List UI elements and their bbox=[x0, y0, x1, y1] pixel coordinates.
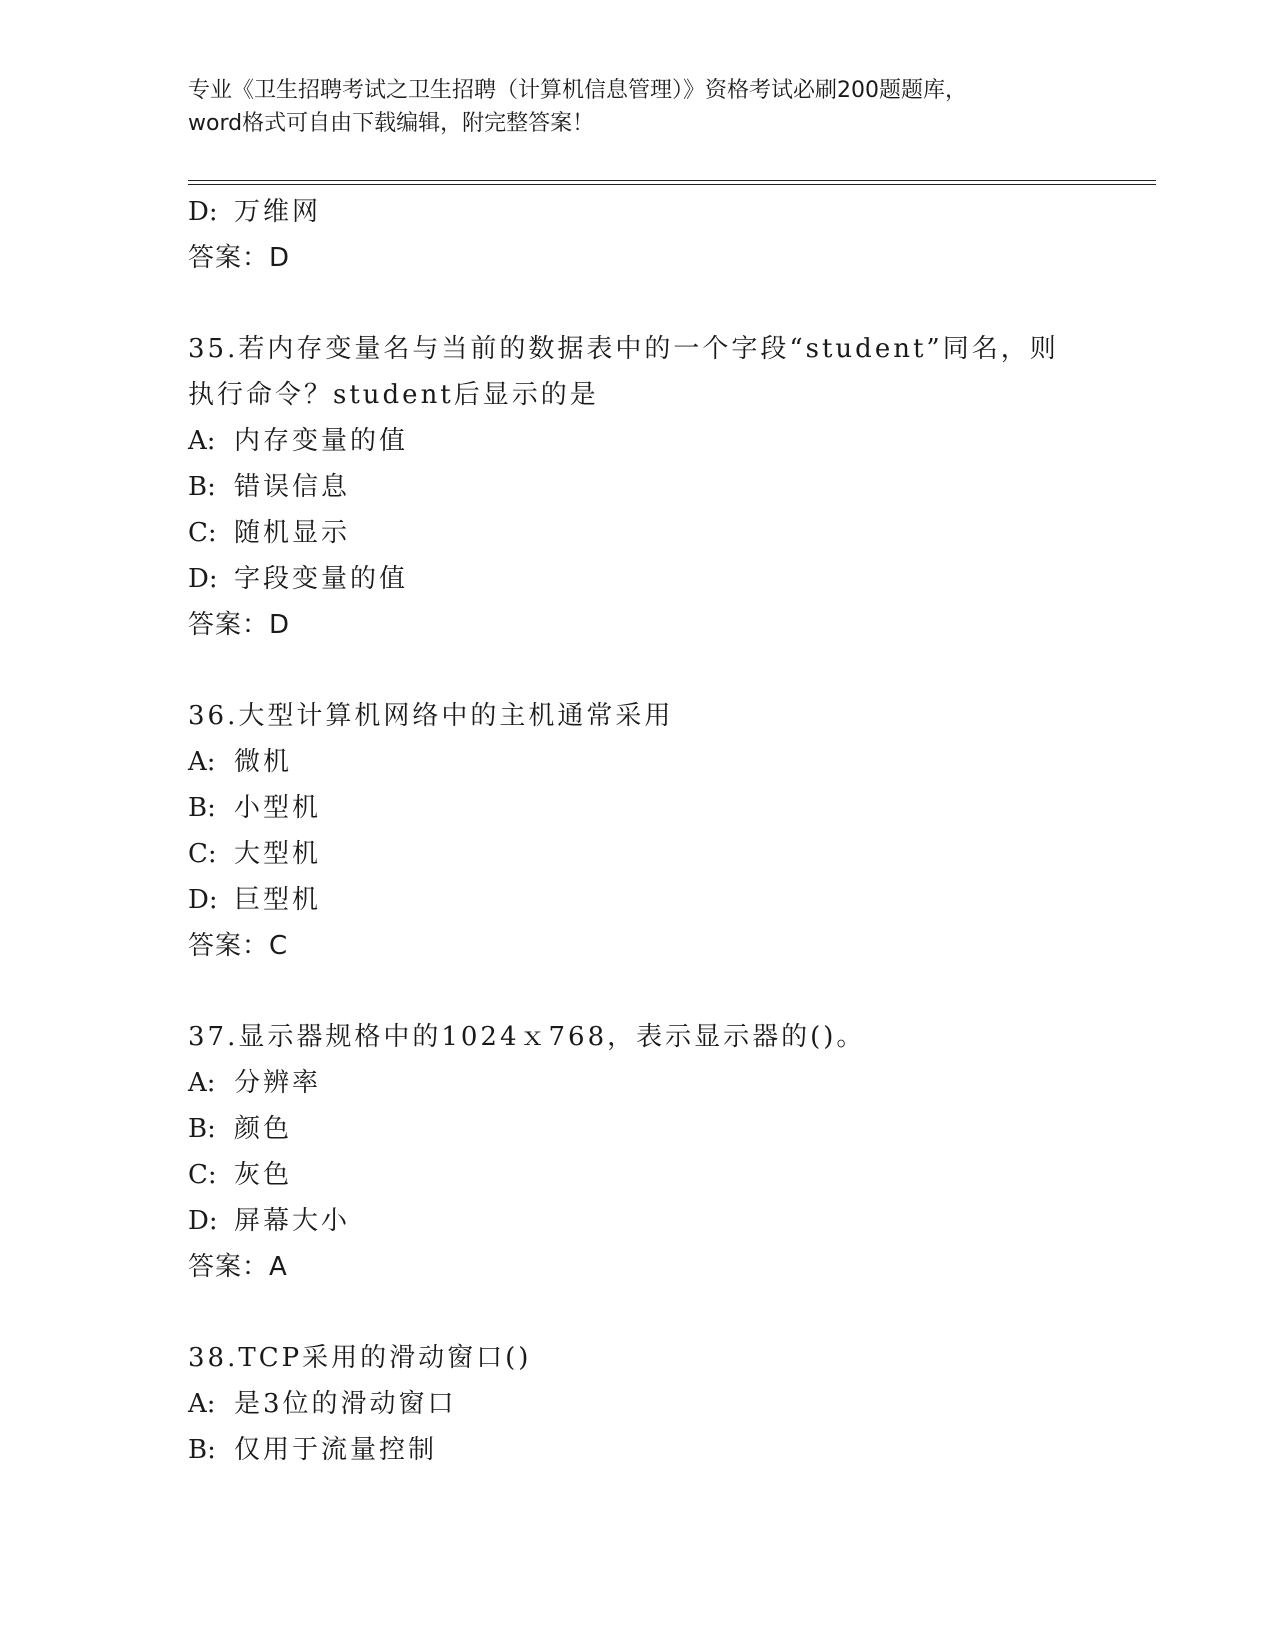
header-rule-bottom bbox=[188, 184, 1156, 185]
header-title-line1: 专业《卫生招聘考试之卫生招聘（计算机信息管理）》资格考试必刷200题题库， bbox=[188, 78, 967, 103]
option-d bbox=[188, 189, 1148, 235]
option-c bbox=[188, 831, 1148, 877]
answer-line: 答案：D bbox=[188, 243, 291, 273]
option-d bbox=[188, 877, 1148, 923]
option-b bbox=[188, 1106, 1148, 1152]
question-stem: 38.TCP采用的滑动窗口() bbox=[188, 1343, 532, 1373]
question-list bbox=[188, 189, 1148, 1473]
document-header bbox=[188, 74, 1088, 140]
option-label: D: bbox=[188, 197, 218, 227]
question-36 bbox=[188, 693, 1148, 969]
option-d bbox=[188, 1198, 1148, 1244]
option-label: C: bbox=[188, 1160, 217, 1190]
option-label: A: bbox=[188, 426, 216, 456]
option-text: 微机 bbox=[234, 747, 293, 777]
option-c bbox=[188, 510, 1148, 556]
option-text: 颜色 bbox=[234, 1114, 293, 1144]
option-label: D: bbox=[188, 885, 218, 915]
option-label: B: bbox=[188, 472, 216, 502]
option-label: C: bbox=[188, 518, 217, 548]
option-a bbox=[188, 1060, 1148, 1106]
option-text: 内存变量的值 bbox=[234, 426, 409, 456]
option-text: 随机显示 bbox=[234, 518, 351, 548]
option-label: A: bbox=[188, 747, 216, 777]
option-text: 屏幕大小 bbox=[234, 1206, 351, 1236]
answer-line: 答案：D bbox=[188, 610, 291, 640]
answer-line: 答案：A bbox=[188, 1252, 288, 1282]
option-a bbox=[188, 739, 1148, 785]
option-d bbox=[188, 556, 1148, 602]
question-37 bbox=[188, 1014, 1148, 1290]
option-text: 灰色 bbox=[234, 1160, 293, 1190]
option-label: D: bbox=[188, 1206, 218, 1236]
answer-line: 答案：C bbox=[188, 931, 289, 961]
option-text: 分辨率 bbox=[234, 1068, 322, 1098]
option-text: 是3位的滑动窗口 bbox=[234, 1389, 457, 1419]
option-b bbox=[188, 1427, 1148, 1473]
option-a bbox=[188, 418, 1148, 464]
question-stem: 37.显示器规格中的1024ｘ768，表示显示器的()。 bbox=[188, 1022, 866, 1052]
option-label: A: bbox=[188, 1389, 216, 1419]
header-title-line2: word格式可自由下载编辑，附完整答案！ bbox=[188, 111, 595, 136]
option-label: D: bbox=[188, 564, 218, 594]
option-text: 错误信息 bbox=[234, 472, 351, 502]
option-text: 字段变量的值 bbox=[234, 564, 409, 594]
spacer bbox=[188, 281, 1148, 326]
option-text: 巨型机 bbox=[234, 885, 322, 915]
question-38 bbox=[188, 1335, 1148, 1473]
header-rule-top bbox=[188, 180, 1156, 181]
option-text: 大型机 bbox=[234, 839, 322, 869]
option-text: 仅用于流量控制 bbox=[234, 1435, 438, 1465]
option-a bbox=[188, 1381, 1148, 1427]
spacer bbox=[188, 1290, 1148, 1335]
spacer bbox=[188, 648, 1148, 693]
option-b bbox=[188, 785, 1148, 831]
option-c bbox=[188, 1152, 1148, 1198]
option-text: 万维网 bbox=[234, 197, 322, 227]
question-35 bbox=[188, 326, 1148, 648]
option-label: B: bbox=[188, 793, 216, 823]
question-stem: 35.若内存变量名与当前的数据表中的一个字段“student”同名，则 bbox=[188, 334, 1059, 364]
option-label: A: bbox=[188, 1068, 216, 1098]
option-label: B: bbox=[188, 1435, 216, 1465]
option-label: B: bbox=[188, 1114, 216, 1144]
question-stem-continued: 执行命令？student后显示的是 bbox=[188, 380, 599, 410]
option-text: 小型机 bbox=[234, 793, 322, 823]
spacer bbox=[188, 969, 1148, 1014]
option-b bbox=[188, 464, 1148, 510]
question-stem: 36.大型计算机网络中的主机通常采用 bbox=[188, 701, 674, 731]
option-label: C: bbox=[188, 839, 217, 869]
